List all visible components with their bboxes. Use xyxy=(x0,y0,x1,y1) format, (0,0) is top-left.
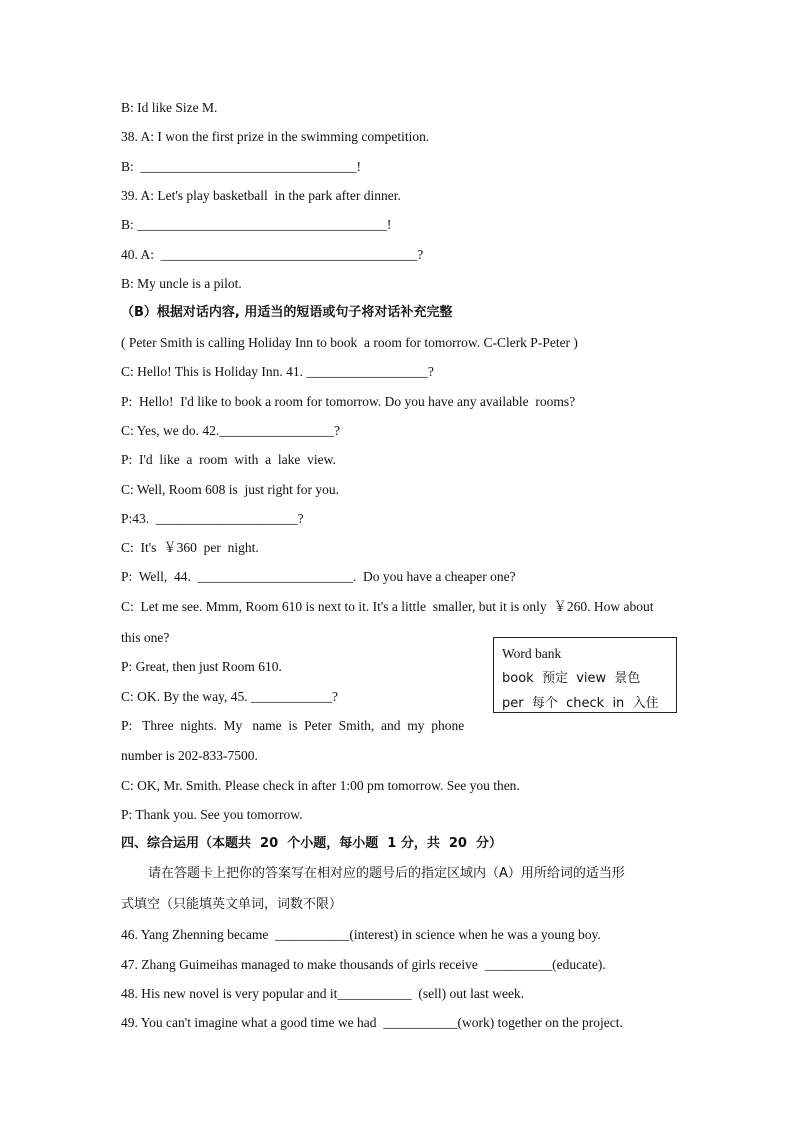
question-49: 49. You can't imagine what a good time we had ___________(work) together on the project. xyxy=(121,1015,623,1030)
dialogue-line: P: Thank you. See you tomorrow. xyxy=(121,807,303,822)
question-39-a: 39. A: Let's play basketball in the park after dinner. xyxy=(121,188,401,203)
word-bank-row: per 每个 check in 入住 xyxy=(502,696,659,711)
question-38-a: 38. A: I won the first prize in the swimming competition. xyxy=(121,129,430,144)
dialogue-line: C: Well, Room 608 is just right for you. xyxy=(121,482,340,497)
question-38-b: B: ________________________________! xyxy=(121,159,362,174)
text-line: B: Id like Size M. xyxy=(121,100,218,115)
dialogue-line: this one? xyxy=(121,630,170,645)
question-40-a: 40. A: ______________________________________? xyxy=(121,247,424,262)
instructions: 请在答题卡上把你的答案写在相对应的题号后的指定区域内（A）用所给词的适当形 xyxy=(148,866,625,881)
dialogue-line: P: I'd like a room with a lake view. xyxy=(121,452,336,467)
dialogue-line-43: P:43. _____________________? xyxy=(121,511,304,526)
dialogue-line: C: Let me see. Mmm, Room 610 is next to it. It's a little smaller, but it is only ￥260. How about xyxy=(121,599,654,614)
question-48: 48. His new novel is very popular and it___________ (sell) out last week. xyxy=(121,986,525,1001)
question-39-b: B: _____________________________________! xyxy=(121,217,392,232)
dialogue-line: C: It's ￥360 per night. xyxy=(121,540,259,555)
dialogue-intro: ( Peter Smith is calling Holiday Inn to book a room for tomorrow. C-Clerk P-Peter ) xyxy=(121,335,578,350)
question-46: 46. Yang Zhenning became ___________(interest) in science when he was a young boy. xyxy=(121,927,601,942)
word-bank-title: Word bank xyxy=(502,646,562,661)
dialogue-line: P: Three nights. My name is Peter Smith, and my phone xyxy=(121,718,465,733)
section-b-heading: （B）根据对话内容, 用适当的短语或句子将对话补充完整 xyxy=(121,305,453,320)
dialogue-line: P: Hello! I'd like to book a room for tomorrow. Do you have any available rooms? xyxy=(121,394,576,409)
dialogue-line-45: C: OK. By the way, 45. ____________? xyxy=(121,689,338,704)
question-47: 47. Zhang Guimeihas managed to make thousands of girls receive __________(educate). xyxy=(121,957,606,972)
dialogue-line: number is 202-833-7500. xyxy=(121,748,258,763)
dialogue-line-42: C: Yes, we do. 42._________________? xyxy=(121,423,341,438)
question-40-b: B: My uncle is a pilot. xyxy=(121,276,242,291)
dialogue-line-41: C: Hello! This is Holiday Inn. 41. __________________? xyxy=(121,364,434,379)
dialogue-line: P: Great, then just Room 610. xyxy=(121,659,282,674)
section-4-heading: 四、综合运用（本题共 20 个小题，每小题 1 分，共 20 分） xyxy=(121,836,503,851)
dialogue-line-44: P: Well, 44. _______________________. Do you have a cheaper one? xyxy=(121,569,516,584)
word-bank-box xyxy=(493,637,677,713)
instructions: 式填空（只能填英文单词，词数不限） xyxy=(121,897,343,912)
word-bank-row: book 预定 view 景色 xyxy=(502,671,641,686)
dialogue-line: C: OK, Mr. Smith. Please check in after 1:00 pm tomorrow. See you then. xyxy=(121,778,520,793)
